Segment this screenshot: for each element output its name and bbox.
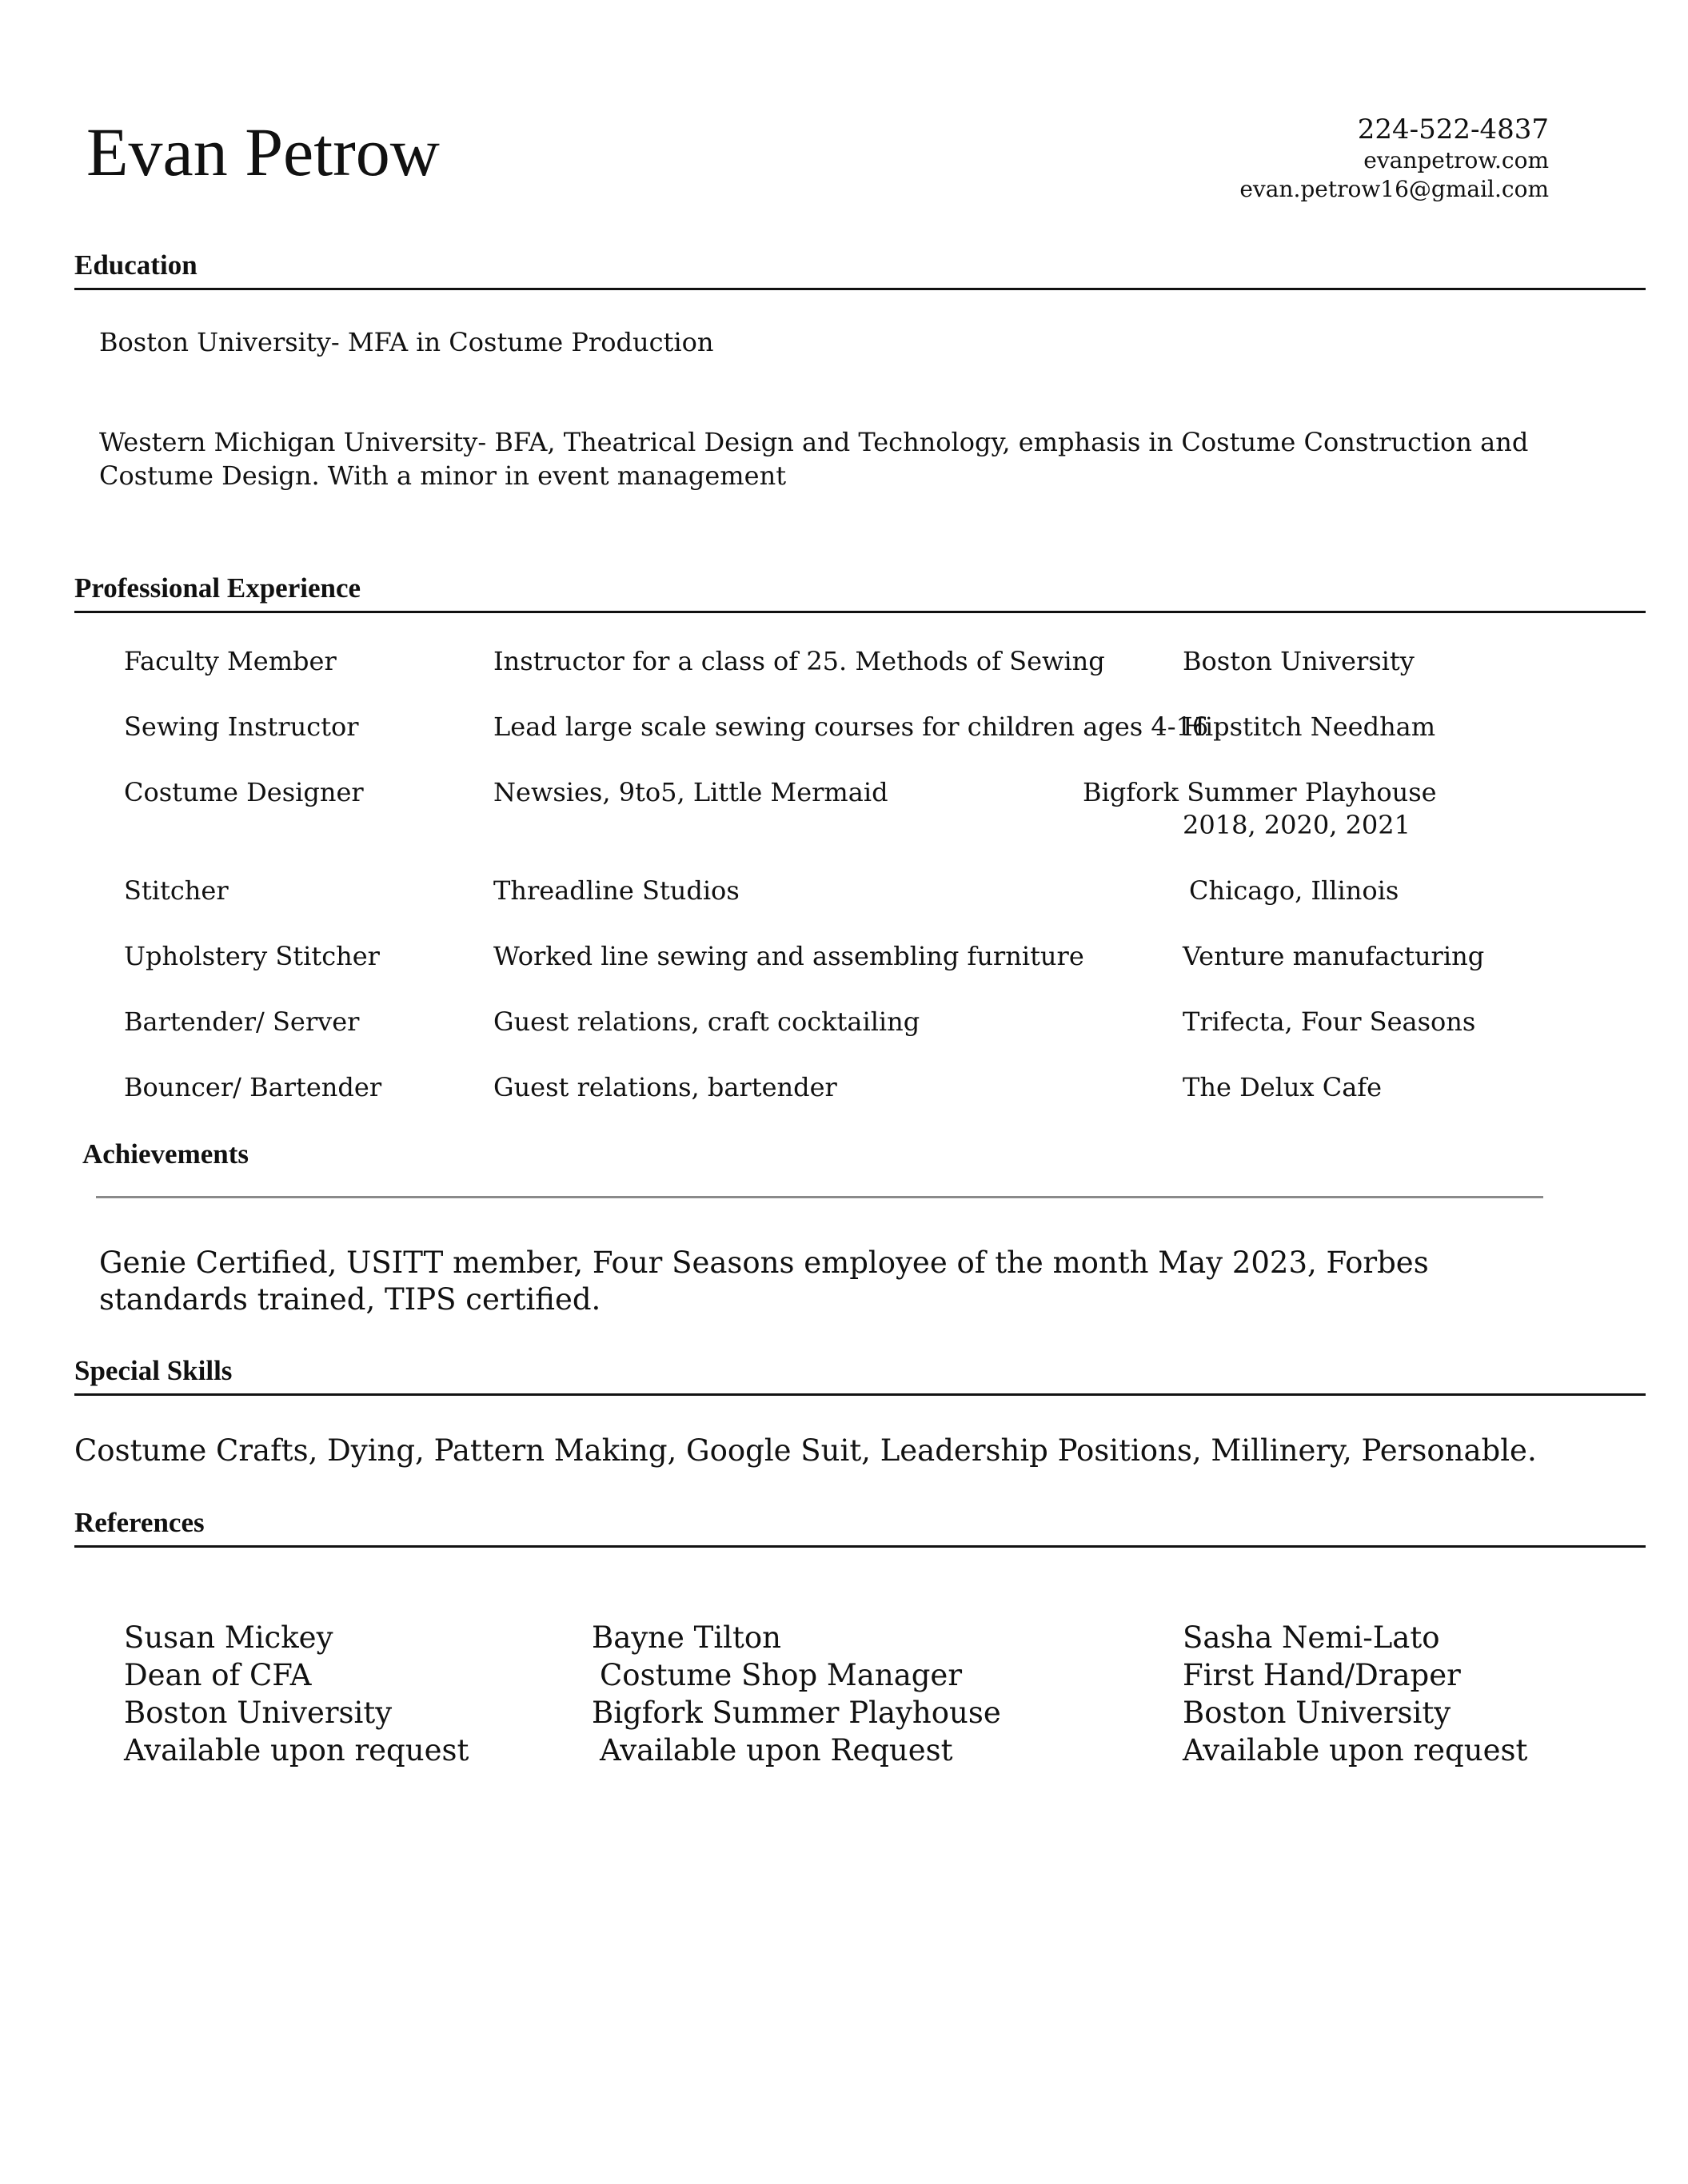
references-heading: References xyxy=(74,1507,205,1538)
reference-role: Costume Shop Manager xyxy=(600,1658,963,1692)
reference-contact: Available upon request xyxy=(124,1733,469,1768)
education-rule xyxy=(74,288,1646,290)
reference-card xyxy=(592,1619,1001,1769)
reference-name: Susan Mickey xyxy=(124,1620,333,1655)
experience-title: Faculty Member xyxy=(124,646,337,676)
experience-title: Upholstery Stitcher xyxy=(124,941,380,971)
experience-place: Trifecta, Four Seasons xyxy=(1183,1006,1476,1037)
experience-title: Stitcher xyxy=(124,875,229,906)
achievements-text: Genie Certified, USITT member, Four Seasons employee of the month May 2023, Forbes standards trained, TIPS certified. xyxy=(99,1245,1429,1317)
experience-place: Venture manufacturing xyxy=(1183,941,1485,971)
experience-heading: Professional Experience xyxy=(74,572,361,604)
achievements-heading: Achievements xyxy=(82,1138,249,1170)
experience-description: Newsies, 9to5, Little Mermaid xyxy=(493,777,888,807)
experience-title: Sewing Instructor xyxy=(124,711,359,742)
reference-org: Boston University xyxy=(1183,1696,1451,1730)
reference-org: Bigfork Summer Playhouse xyxy=(592,1696,1001,1730)
reference-card xyxy=(1183,1619,1527,1769)
experience-description: Lead large scale sewing courses for children ages 4-16 xyxy=(493,711,1209,742)
achievements-rule xyxy=(96,1196,1543,1198)
experience-rule xyxy=(74,611,1646,613)
education-heading: Education xyxy=(74,249,198,281)
contact-phone: 224-522-4837 xyxy=(1357,114,1549,145)
experience-title: Bartender/ Server xyxy=(124,1006,360,1037)
contact-website: evanpetrow.com xyxy=(1363,147,1549,173)
experience-place: The Delux Cafe xyxy=(1183,1072,1383,1102)
skills-text: Costume Crafts, Dying, Pattern Making, Google Suit, Leadership Positions, Millinery, Personable. xyxy=(74,1433,1537,1468)
education-entry: Boston University- MFA in Costume Production xyxy=(99,327,714,357)
reference-org: Boston University xyxy=(124,1696,393,1730)
reference-card xyxy=(124,1619,469,1769)
skills-heading: Special Skills xyxy=(74,1355,233,1386)
experience-description: Guest relations, craft cocktailing xyxy=(493,1006,920,1037)
reference-role: Dean of CFA xyxy=(124,1658,312,1692)
experience-description: Instructor for a class of 25. Methods of Sewing xyxy=(493,646,1105,676)
experience-place: Boston University xyxy=(1183,646,1415,676)
experience-description: Guest relations, bartender xyxy=(493,1072,837,1102)
experience-place: Chicago, Illinois xyxy=(1189,875,1399,906)
experience-description: Worked line sewing and assembling furniture xyxy=(493,941,1084,971)
skills-rule xyxy=(74,1393,1646,1396)
experience-title: Bouncer/ Bartender xyxy=(124,1072,382,1102)
reference-role: First Hand/Draper xyxy=(1183,1658,1461,1692)
experience-place: Bigfork Summer Playhouse xyxy=(1083,777,1437,807)
reference-contact: Available upon Request xyxy=(600,1733,953,1768)
reference-name: Sasha Nemi-Lato xyxy=(1183,1620,1440,1655)
experience-title: Costume Designer xyxy=(124,777,364,807)
experience-place: Hipstitch Needham xyxy=(1183,711,1436,742)
education-entry: Western Michigan University- BFA, Theatrical Design and Technology, emphasis in Costume Construction and Costume Design. With a minor in event management xyxy=(99,427,1529,491)
experience-description: Threadline Studios xyxy=(493,875,740,906)
contact-email: evan.petrow16@gmail.com xyxy=(1239,176,1549,202)
references-rule xyxy=(74,1545,1646,1548)
reference-contact: Available upon request xyxy=(1183,1733,1528,1768)
resume-name: Evan Petrow xyxy=(86,114,440,190)
reference-name: Bayne Tilton xyxy=(592,1620,781,1655)
experience-place-years: 2018, 2020, 2021 xyxy=(1183,810,1411,840)
